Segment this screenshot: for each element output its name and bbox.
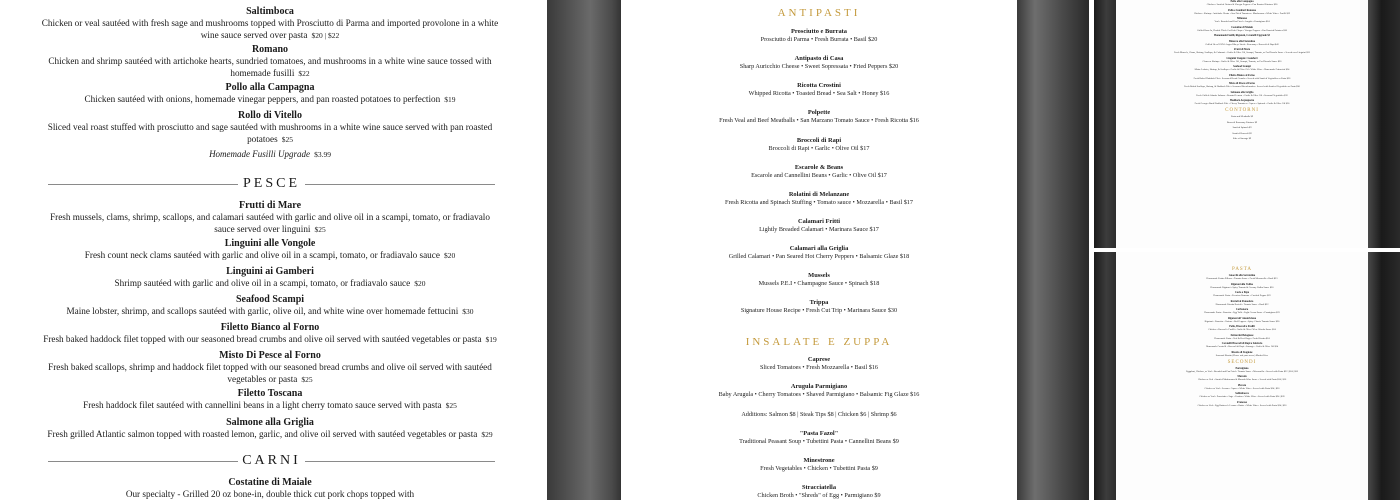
menu-item	[621, 164, 1017, 180]
item-description: Fresh mussels, clams, shrimp, scallops, and calamari sautéed with garlic and olive oil in a scampi, tomato, or fradiavalo sauce served over linguini $25	[50, 212, 490, 234]
menu-item	[621, 484, 1017, 500]
menu-item: Salmone alla Griglia Fresh Grilled Atlantic Salmon • Roasted Lemon • Garlic & Olive Oil • Seasonal Vegetables $32	[1196, 90, 1288, 97]
menu-photo-pasta	[1094, 252, 1400, 500]
item-description: Our specialty - Grilled 20 oz bone-in, double thick cut pork chops topped with	[125, 489, 415, 499]
menu-item: Cacio e Pepe Homemade Pasta • Pecorino Romano • Cracked Pepper $22	[1213, 291, 1271, 297]
menu-photo-secondi	[1094, 0, 1400, 248]
menu-item: Homemade Fusilli, Rigatoni, Cavatelli Upgrade $3	[1214, 34, 1270, 37]
menu-item	[621, 272, 1017, 288]
menu-item	[40, 82, 500, 106]
item-description: Shrimp sautéed with garlic and olive oil in a scampi, tomato, or fradiavalo sauce $20	[114, 278, 426, 288]
menu-item: Costatine di Maiale Grilled Bone-In, Double Thick Cut Pork Chops • Vinegar Peppers • Pan Roasted Potatoes $30	[1197, 25, 1287, 32]
item-name: Trippa	[809, 299, 829, 306]
item-description: Maine lobster, shrimp, and scallops sautéed with garlic, olive oil, and white wine over homemade fettucini $30	[66, 306, 474, 316]
menu-item: Filetto Bianco al Forno Fresh Baked Haddock Filet • Seasoned Bread Crumbs • Served with Sautéed Vegetables or Pasta $26	[1193, 73, 1291, 80]
item-name: Ricotta Crostini	[797, 82, 841, 89]
menu-item: Broccoli Rosemary Potatoes $9	[1226, 120, 1258, 124]
item-price: $25	[314, 224, 326, 234]
menu-item: Saltimbocca Chicken or Veal • Prosciutto • Sage • Fontina • White Wine • Served with Pasta $24 | $26	[1199, 392, 1285, 398]
menu-item	[621, 299, 1017, 315]
item-description: Sharp Auricchio Cheese • Sweet Sopressata • Fried Peppers $20	[739, 63, 899, 70]
item-name: Seafood Scampi	[235, 294, 305, 305]
item-price: $19	[485, 335, 497, 344]
item-price: $20	[443, 251, 456, 260]
item-description: Chicken Broth • "Shreds" of Egg • Parmigiano $9	[757, 492, 881, 499]
item-description: Fresh baked scallops, shrimp and haddock filet topped with our seasoned bread crumbs and olive oil served with sautéed vegetables or pasta $25	[48, 362, 492, 384]
menu-item: Pollo alla Campagna Chicken • Sautéed Onions & Vinegar Peppers • Pan Roasted Potatoes $20	[1206, 0, 1278, 6]
menu-column	[1136, 0, 1348, 143]
item-name: Prosciutto e Burrata	[791, 28, 847, 35]
menu-item: Fettuccini Bolognese Homemade Pasta • Veal & Beef Ragu • Fresh Ricotta $24	[1214, 333, 1270, 340]
item-price: $25	[445, 401, 457, 410]
menu-item	[621, 55, 1017, 71]
menu-item: Pasta and Meatballs $9	[1230, 115, 1254, 118]
item-price: $29	[481, 430, 493, 439]
menu-item: Carbonara Homemade Pasta • Pancetta • Egg Yolk • Light Cream Sauce • Parmigiano $23	[1204, 308, 1280, 314]
section-heading-antipasti: ANTIPASTI	[777, 7, 861, 19]
menu-item	[40, 294, 500, 318]
menu-item: Risotto di Stagione Seasonal Risotto (Please ask your server) Market Price	[1215, 350, 1269, 357]
section-heading-carni: CARNI	[48, 453, 495, 469]
item-price: $30	[462, 307, 474, 316]
upgrade-note: Homemade Fusilli Upgrade $3.99	[209, 149, 331, 159]
item-name: Romano	[251, 44, 289, 55]
menu-item: Cavatelli Broccoli di Rapi e Salsiccia Homemade Cavatelli • Broccoli di Rapi • Sausage • Garlic & Olive Oil $24	[1205, 342, 1279, 348]
item-description: Chicken and shrimp sautéed with artichoke hearts, sundried tomatoes, and mushrooms in a white wine sauce tossed with homemade fusilli $22	[48, 56, 492, 78]
menu-item	[621, 218, 1017, 234]
menu-item	[621, 82, 1017, 98]
menu-item: Marsala Chicken or Veal • Sautéed Mushrooms & Marsala Wine Sauce • Served with Pasta $24 | $26	[1197, 375, 1287, 381]
item-description: Fresh baked haddock filet topped with our seasoned bread crumbs and olive oil served with sautéed vegetables or pasta $19	[43, 334, 497, 344]
item-name: Saltimboca	[246, 6, 294, 17]
menu-item	[621, 109, 1017, 125]
menu-item	[40, 322, 500, 346]
item-name: Antipasto di Casa	[794, 55, 844, 62]
item-description: Sliced Tomatoes • Fresh Mozzarella • Basil $16	[759, 364, 879, 371]
menu-item: Pollo e Gamberi Romano Chicken • Shrimp • Artichoke Hearts • Sun Dried Tomatoes • Mushrooms • White Wine • Fusilli $22	[1193, 8, 1291, 15]
menu-item: Bistecca alla Fiorentina Grilled 24 oz USDA Angus Ribeye Steak • Rosemary • Broccoli di Rapi $42	[1205, 39, 1279, 46]
item-description: Prosciutto di Parma • Fresh Burrata • Basil $20	[760, 36, 878, 43]
item-name: Escarole & Beans	[794, 164, 844, 171]
menu-item: Pollo, Broccoli e Fusilli Chicken • Broccoli • Fusilli • Garlic & Olive Oil or Alfredo Sauce $24	[1208, 325, 1276, 331]
item-name: Linguini ai Gamberi	[226, 266, 314, 277]
item-name: Filetto Bianco al Forno	[220, 322, 320, 333]
menu-item	[621, 28, 1017, 44]
menu-item: Francese Chicken or Veal • Egg Battered • Lemon • Butter • White Wine • Served with Pasta $24 | $26	[1197, 400, 1287, 407]
item-name: Broccoli di Rapi	[796, 137, 842, 144]
menu-item	[40, 350, 500, 385]
item-name: Caprese	[807, 356, 831, 363]
menu-item: Side of Sausage $9	[1232, 137, 1252, 140]
menu-item	[621, 383, 1017, 399]
item-description: Mussels P.E.I • Champagne Sauce • Spinach $18	[758, 280, 880, 287]
item-name: Arugula Parmigiano	[790, 383, 848, 390]
item-name: Rolatini di Melanzane	[788, 191, 850, 198]
item-description: Sliced veal roast stuffed with prosciutto and sage sautéed with mushrooms in a white wine sauce served with pan roasted potatoes $25	[47, 122, 493, 144]
menu-item	[40, 6, 500, 41]
item-description: Fresh Ricotta and Spinach Stuffing • Tomato sauce • Mozzarella • Basil $17	[725, 199, 913, 206]
item-name: Mussels	[808, 272, 830, 279]
item-description: Fresh count neck clams sautéed with garlic and olive oil in a scampi, tomato, or fradiavalo sauce $20	[84, 250, 456, 260]
item-description: Fresh Veal and Beef Meatballs • San Marzano Tomato Sauce • Fresh Ricotta $16	[719, 117, 919, 124]
menu-item	[621, 457, 1017, 473]
menu-item: Haddock Acquapazza Fresh Georges Bank Haddock Filet • Cherry Tomatoes • Capers • Spinach • Garlic & Olive Oil $30	[1194, 99, 1290, 105]
menu-page-secondi-pesce	[0, 0, 545, 500]
item-name: Calamari Fritti	[797, 218, 841, 225]
menu-item: Ravioli al Pomodoro Homemade Ricotta Ravioli • Tomato Sauce • Basil $22	[1215, 299, 1269, 306]
menu-item: Frutti di Mare Fresh Mussels, Clams, Shrimp, Scallops, & Calamari • Garlic & Olive Oil, Scampi, Tomato, or Fra Diavolo Sauce • Served over Linguini $32	[1174, 48, 1310, 54]
item-description: Fresh haddock filet sautéed with cannellini beans in a light cherry tomato sauce served with pasta $25	[83, 400, 457, 410]
item-price: $19	[444, 95, 456, 104]
item-description: Chicken sautéed with onions, homemade vinegar peppers, and pan roasted potatoes to perfection $19	[84, 94, 456, 104]
menu-item	[621, 245, 1017, 261]
menu-item: Parmigiana Eggplant, Chicken, or Veal • Breaded and Pan Fried • Tomato Sauce • Mozzarella • Served with Pasta $22 | $24 | $26	[1186, 366, 1298, 373]
item-price: $20 | $22	[311, 30, 340, 40]
item-name: Pollo alla Campagna	[225, 82, 315, 93]
item-description: Broccoli di Rapi • Garlic • Olive Oil $17	[768, 145, 870, 152]
item-description: Fresh Vegetables • Chicken • Tubettini Pasta $9	[760, 465, 878, 472]
menu-item: Linguini Vongole / Gamberi Clams or Shrimp • Garlic & Olive Oil, Scampi, Tomato, or Fra Diavolo Sauce $26	[1202, 56, 1282, 63]
menu-column	[1136, 264, 1348, 409]
section-heading-secondi: SECONDI	[1227, 359, 1257, 365]
item-price: $25	[301, 374, 313, 384]
menu-item	[40, 477, 500, 500]
item-description: Fresh grilled Atlantic salmon topped with roasted lemon, garlic, and olive oil served with sautéed vegetables or pasta $29	[47, 429, 493, 439]
item-name: Frutti di Mare	[238, 200, 302, 211]
menu-item	[621, 191, 1017, 207]
menu-item	[40, 238, 500, 262]
item-description: Whipped Ricotta • Toasted Bread • Sea Salt • Honey $16	[748, 90, 890, 97]
section-heading-insalate: INSALATE E ZUPPA	[745, 336, 893, 348]
item-name: Rollo di Vitello	[238, 110, 302, 121]
menu-item	[40, 110, 500, 145]
menu-item: Rigatoni all' Amatriciana Rigatoni • Pancetta • Onions • Red Peppers • Spicy Classic Tomato Sauce $20	[1204, 316, 1280, 323]
section-heading-pesce: PESCE	[48, 176, 495, 192]
menu-item: Piccata Chicken or Veal • Lemon • Capers • White Wine • Served with Pasta $24 | $26	[1204, 383, 1280, 390]
menu-item	[40, 266, 500, 290]
menu-item: Rigatoni alla Vodka Homemade Rigatoni • Spicy Tomato & Creamy Vodka Sauce $20	[1210, 282, 1274, 289]
item-name: Minestrone	[803, 457, 835, 464]
item-name: Calamari alla Griglia	[789, 245, 849, 252]
item-name: Misto Di Pesce al Forno	[219, 350, 321, 361]
upgrade-price: $3.99	[314, 150, 331, 159]
item-price: $22	[298, 68, 310, 78]
item-description: Traditional Peasant Soup • Tubettini Pasta • Cannellini Beans $9	[739, 438, 899, 445]
item-price: $25	[281, 134, 293, 144]
menu-item: Gnocchi alla Sorrentina Homemade Potato Pillows • Tomato Sauce • Fresh Mozzarella • Basil $23	[1206, 274, 1278, 280]
menu-item	[621, 356, 1017, 372]
menu-item	[621, 137, 1017, 153]
item-name: Filetto Toscana	[237, 388, 303, 399]
item-name: Costatine di Maiale	[228, 477, 312, 488]
item-name: Stracciatella	[801, 484, 837, 491]
menu-photo-antipasti	[547, 0, 1089, 500]
menu-item	[40, 200, 500, 235]
item-name: "Pasta Fazol"	[799, 430, 839, 437]
menu-item	[621, 430, 1017, 446]
menu-item	[40, 44, 500, 79]
menu-item: Sautéed Broccoli $9	[1232, 131, 1252, 135]
menu-item: Sautéed Spinach $9	[1232, 126, 1252, 129]
menu-item	[40, 417, 500, 441]
menu-item: Milanese Veal • Breaded and Pan Fried • Arugula • Parmigiano $24	[1214, 17, 1270, 23]
item-price: $20	[414, 279, 426, 288]
menu-item: Seafood Scampi Maine Lobster, Shrimp, & Scallops • Garlic & Olive Oil • White Wine • Homemade Fettuccini $34	[1194, 65, 1290, 71]
section-heading-contorni: CONTORNI	[1225, 108, 1259, 113]
menu-page	[621, 0, 1017, 500]
item-description: Grilled Calamari • Pan Seared Hot Cherry Peppers • Balsamic Glaze $18	[728, 253, 910, 260]
item-description: Chicken or veal sautéed with fresh sage and mushrooms topped with Prosciutto di Parma and imported provolone in a white wine sauce served over pasta $20 | $22	[41, 18, 499, 40]
menu-page	[1116, 0, 1368, 248]
item-description: Baby Arugula • Cherry Tomatoes • Shaved Parmigiano • Balsamic Fig Glaze $16	[718, 391, 920, 398]
item-description: Signature House Recipe • Fresh Cut Trip • Marinara Sauce $30	[740, 307, 898, 314]
section-heading-pasta: PASTA	[1232, 267, 1252, 272]
item-name: Polpette	[807, 109, 831, 116]
item-name: Linguini alle Vongole	[224, 238, 316, 249]
item-description: Additions: Salmon $8 | Steak Tips $8 | Chicken $6 | Shrimp $6	[741, 411, 897, 418]
menu-item-additions	[621, 411, 1017, 419]
menu-item: Misto di Pesce al Forno Fresh Baked Scallops, Shrimp, & Haddock Filet • Seasoned Breadcrumbs • Served with Sautéed Vegetables or Pasta $30	[1184, 82, 1300, 88]
item-name: Salmone alla Griglia	[226, 417, 314, 428]
menu-item	[40, 388, 500, 412]
item-description: Escarole and Cannellini Beans • Garlic • Olive Oil $17	[751, 172, 887, 179]
item-description: Lightly Breaded Calamari • Marinara Sauce $17	[759, 226, 879, 233]
menu-page	[1116, 252, 1368, 500]
